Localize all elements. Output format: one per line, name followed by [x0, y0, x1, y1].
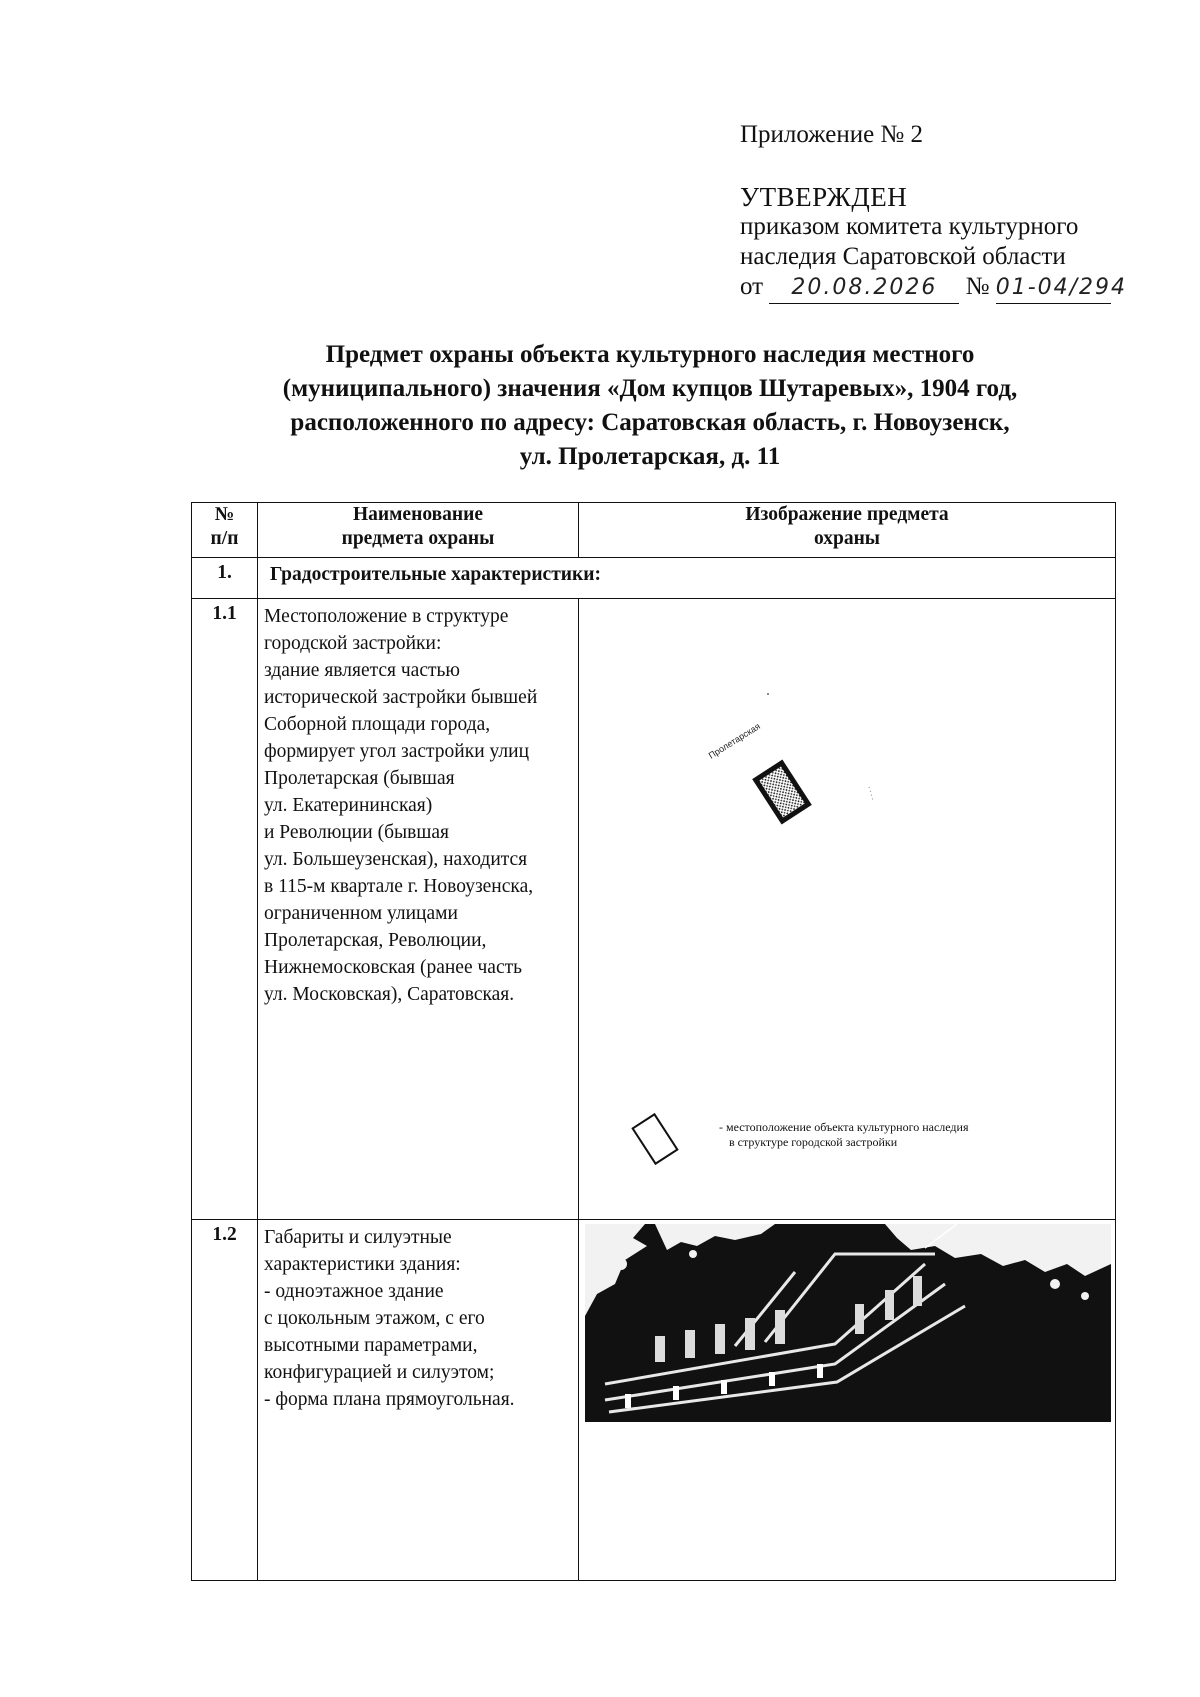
map-street-label: Пролетарская [706, 721, 762, 761]
legend-line-1: - местоположение объекта культурного наследия [719, 1120, 969, 1134]
building-photo-cell [579, 1220, 1116, 1581]
row-number: 1.2 [192, 1220, 258, 1581]
row-description [258, 599, 579, 1220]
desc-line: в 115-м квартале г. Новоузенска, [264, 876, 534, 897]
desc-line: исторической застройки бывшей [264, 687, 538, 708]
header-name [258, 503, 579, 558]
desc-line: ул. Московская), Саратовская. [264, 984, 515, 1005]
desc-line: Нижнемосковская (ранее часть [264, 957, 523, 978]
desc-line: с цокольным этажом, с его [264, 1308, 485, 1329]
map-speck [869, 787, 874, 802]
number-prefix: № [965, 273, 990, 300]
document-title [190, 338, 1110, 474]
row-description [258, 1220, 579, 1581]
title-line-4: ул. Пролетарская, д. 11 [519, 443, 781, 470]
desc-line: ул. Большеузенская), находится [264, 849, 528, 870]
appendix-label: Приложение № 2 [740, 121, 924, 148]
map-dot [767, 693, 769, 695]
title-line-3: расположенного по адресу: Саратовская область, г. Новоузенск, [290, 409, 1010, 436]
desc-line: конфигурацией и силуэтом; [264, 1362, 495, 1383]
desc-line: Соборной площади города, [264, 714, 491, 735]
title-line-2: (муниципального) значения «Дом купцов Шутаревых», 1904 год, [282, 375, 1018, 402]
desc-line: ул. Екатерининская) [264, 795, 433, 816]
title-line-1: Предмет охраны объекта культурного наследия местного [325, 341, 975, 368]
desc-line: ограниченном улицами [264, 903, 458, 924]
desc-line: и Революции (бывшая [264, 822, 449, 843]
header-image-line-2: охраны [813, 528, 881, 549]
header-num-line-2: п/п [210, 528, 239, 549]
approved-label: УТВЕРЖДЕН [740, 182, 908, 212]
row-number: 1.1 [192, 599, 258, 1220]
approval-block [740, 182, 1128, 304]
header-name-line-2: предмета охраны [341, 528, 495, 549]
header-num [192, 503, 258, 558]
section-row [192, 558, 1116, 599]
desc-line: Пролетарская, Революции, [264, 930, 487, 951]
legend-line-2: в структуре городской застройки [729, 1135, 898, 1149]
desc-line: - одноэтажное здание [264, 1281, 444, 1302]
desc-line: Пролетарская (бывшая [264, 768, 455, 789]
location-map [579, 599, 1116, 1215]
table-row [192, 1220, 1116, 1581]
desc-line: высотными параметрами, [264, 1335, 478, 1356]
table-row [192, 599, 1116, 1220]
order-number: 01-04/294 [996, 273, 1111, 304]
order-line-2: наследия Саратовской области [740, 243, 1066, 270]
table-header-row [192, 503, 1116, 558]
legend-symbol [633, 1114, 678, 1163]
order-line-1: приказом комитета культурного [740, 213, 1079, 240]
header-name-line-1: Наименование [353, 504, 483, 525]
section-number: 1. [192, 558, 258, 599]
protection-subject-table [191, 502, 1116, 1581]
desc-line: - форма плана прямоугольная. [264, 1389, 515, 1410]
desc-line: городской застройки: [264, 633, 442, 654]
order-date-line [740, 272, 1128, 304]
header-image-line-1: Изображение предмета [745, 504, 949, 525]
desc-line: характеристики здания: [264, 1254, 461, 1275]
header-image [579, 503, 1116, 558]
header-num-line-1: № [214, 504, 235, 525]
desc-line: здание является частью [264, 660, 460, 681]
desc-line: формирует угол застройки улиц [264, 741, 530, 762]
section-title: Градостроительные характеристики: [258, 558, 1116, 599]
building-footprint [752, 760, 812, 825]
date-prefix: от [740, 273, 764, 300]
building-photo [585, 1224, 1111, 1422]
order-date: 20.08.2026 [769, 273, 959, 304]
location-map-cell [579, 599, 1116, 1220]
desc-line: Местоположение в структуре [264, 606, 509, 627]
desc-line: Габариты и силуэтные [264, 1227, 452, 1248]
